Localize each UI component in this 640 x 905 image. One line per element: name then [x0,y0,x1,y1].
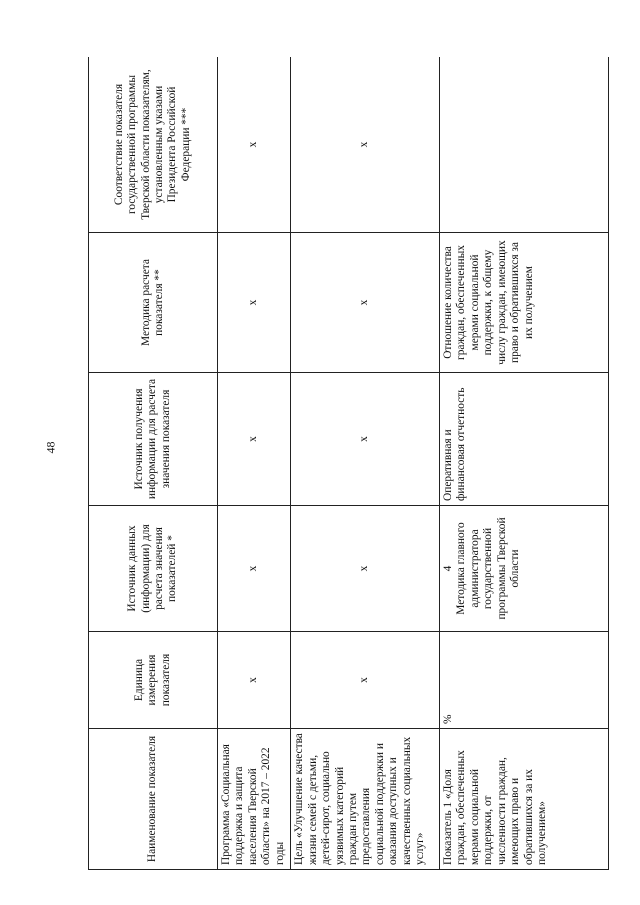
row-unit: х [291,632,440,729]
row-info-source: Оперативная и финансовая отчетность [439,373,608,506]
row-data-source-cell [439,506,608,632]
header-name: Наименование показателя [89,729,218,870]
header-unit: Единица измерения показателя [89,632,218,729]
row-data-source: Методика главного администратора государственной программы Тверской области [455,517,522,620]
row-method: х [218,233,291,373]
table-row [291,57,440,870]
row-unit: х [218,632,291,729]
header-data-source: Источник данных (информации) для расчета значения показателей * [89,506,218,632]
row-data-source-number: 4 [441,565,454,572]
row-name: Программа «Социальная поддержка и защита населения Тверской области» на 2017 – 2022 годы [218,729,291,870]
page-number: 48 [43,441,58,454]
row-name: Цель «Улучшение качества жизни семей с детьми, детей-сирот, социально уязвимых категорий граждан путем предоставления социальной поддержки и оказания доступных и качественных социальных услуг» [291,729,440,870]
table-row [439,57,608,870]
row-name: Показатель 1 «Доля граждан, обеспеченных мерами социальной поддержки, от численности граждан, имеющих право и обратившихся за их получением» [439,729,608,870]
row-method: Отношение количества граждан, обеспеченных мерами социальной поддержки, к общему числу граждан, имеющих право и обратившихся за их получением [439,233,608,373]
header-method: Методика расчета показателя ** [89,233,218,373]
row-method: х [291,233,440,373]
indicators-table [88,57,609,870]
row-info-source: х [218,373,291,506]
row-data-source: х [291,506,440,632]
row-unit: % [439,632,608,729]
row-compliance: х [291,57,440,233]
row-compliance: х [218,57,291,233]
row-compliance [439,57,608,233]
row-data-source: х [218,506,291,632]
row-info-source: х [291,373,440,506]
table-header-row [89,57,218,870]
header-compliance: Соответствие показателя государственной программы Тверской области показателям, установленным указами Президента Российской Федерации *** [89,57,218,233]
table-row [218,57,291,870]
header-info-source: Источник получения информации для расчета значения показателя [89,373,218,506]
table-container [88,57,609,870]
